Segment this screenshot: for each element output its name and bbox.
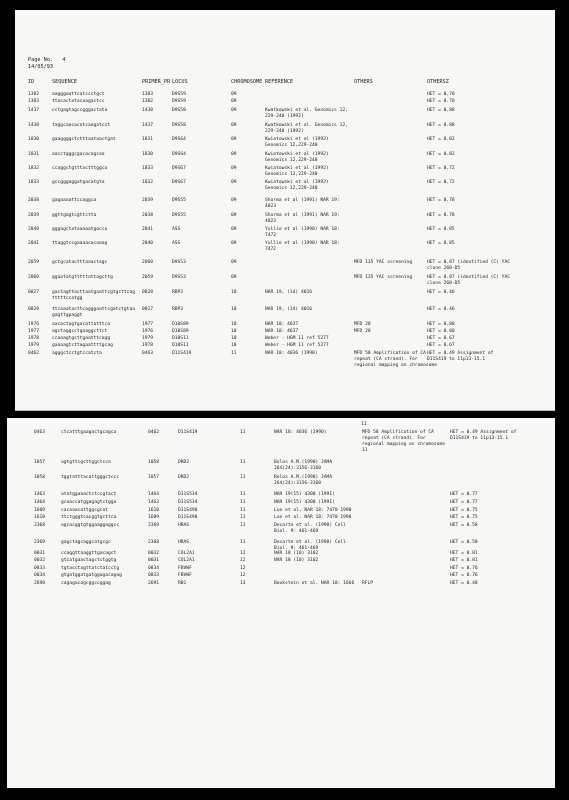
cell-others: MFD 135 YAC screening: [354, 260, 413, 265]
cell-primer: 0463: [142, 351, 154, 356]
cell-id: 1830: [28, 137, 40, 142]
cell-chromosome: 12: [240, 566, 246, 571]
cell-chromosome: 11: [240, 500, 246, 505]
cell-id: 2041: [28, 241, 40, 246]
cell-othersz: HET = 0.88: [427, 108, 455, 113]
cell-locus: FBVWF: [178, 573, 192, 578]
cell-id: 2038: [28, 198, 40, 203]
cell-chromosome: 10: [231, 343, 237, 348]
cell-sequence: aacactagtgacattatttca: [52, 322, 111, 327]
cell-locus: D10S89: [172, 322, 189, 327]
col-header-id: ID: [28, 79, 35, 85]
page-label: Page No.: [28, 57, 53, 63]
col-header-chromosome: CHROMOSOME: [231, 79, 263, 85]
cell-sequence: gagctagcaggcatgcgc: [61, 540, 111, 545]
cell-id: 1609: [34, 508, 46, 513]
cell-sequence: gtcatgaactagctctggtg: [61, 558, 117, 563]
cell-reference: Yullie et al (1990) NAR 18: 7472: [265, 241, 340, 252]
cell-id: 1382: [28, 92, 40, 97]
cell-primer: 1610: [148, 508, 160, 513]
cell-reference: NAR 18 (10) 3102: [274, 551, 319, 556]
cell-id: 1057: [34, 460, 46, 465]
cell-reference: Bookstein et al. NAR 18: 1666: [274, 581, 355, 586]
cell-sequence: ctcatttgaagactgcagca: [61, 430, 117, 435]
cell-chromosome: 09: [231, 108, 237, 113]
cell-othersz: HET = 0.46: [427, 290, 455, 295]
cell-reference: NAR 18: 4637: [265, 322, 299, 327]
cell-locus: D11S534: [178, 492, 198, 497]
cell-locus: COL2A1: [178, 551, 195, 556]
cell-reference: NAR 18 (10) 3102: [274, 558, 319, 563]
cell-id: 1979: [28, 343, 40, 348]
page-number: 4: [62, 57, 66, 63]
cell-reference: Decarte et al. (1990) Cell Biol. 9: 461-469: [274, 523, 346, 534]
cell-primer: 2060: [142, 260, 154, 265]
cell-id: 2059: [28, 260, 40, 265]
cell-chromosome: 11: [240, 508, 246, 513]
cell-othersz: HET = 0.78: [427, 198, 455, 203]
cell-locus: D9S53: [172, 260, 186, 265]
cell-sequence: ttctgggtcacggtgcttca: [61, 515, 117, 520]
cell-others: RFLP: [362, 581, 374, 586]
cell-chromosome: 12: [240, 558, 246, 563]
cell-id: 0462: [28, 351, 40, 356]
cell-sequence: agggctcctgtccatcta: [52, 351, 102, 356]
cell-primer: 2038: [142, 213, 154, 218]
cell-chromosome: 10: [231, 329, 237, 334]
cell-chromosome: 09: [231, 92, 237, 97]
cell-id: 1438: [28, 123, 40, 128]
cell-locus: D9S55: [172, 198, 186, 203]
cell-othersz: HET = 0.49 Assignment of D11S419 to 11p13-15.1: [427, 351, 494, 362]
cell-sequence: gaaaagtcttagaattttgcag: [52, 343, 113, 348]
cell-locus: D9S59: [172, 92, 186, 97]
cell-id: 0032: [34, 558, 46, 563]
cell-primer: 1057: [148, 475, 160, 480]
cell-primer: 1830: [142, 152, 154, 157]
cell-id: 2060: [28, 275, 40, 280]
cell-reference: NAR 19, (14) 4016: [265, 307, 313, 312]
cell-locus: RBP3: [172, 307, 184, 312]
cell-othersz: HET = 0.82: [427, 137, 455, 142]
cell-sequence: ccaggttaaggttgacagct: [61, 551, 117, 556]
cell-primer: 1978: [142, 343, 154, 348]
cell-id: 1978: [28, 336, 40, 341]
printout-sheet-bottom: [7, 418, 555, 788]
cell-primer: 0032: [148, 551, 160, 556]
cell-id: 2039: [28, 213, 40, 218]
cell-others: MFD 58 Amplification of CA repeat (CA strand). For regional mapping on chromosome: [354, 351, 437, 368]
cell-primer: 1437: [142, 123, 154, 128]
cell-primer: 0827: [142, 307, 154, 312]
cell-id: 1437: [28, 108, 40, 113]
cell-id: 1833: [28, 180, 40, 185]
col-header-primer: PRIMER_PR: [142, 79, 171, 85]
cell-reference: Kwiatowski et al (1992) Genomics 12,229-240: [265, 137, 329, 148]
cell-reference: Kwatkowski et al. Genomics 12, 229-240 (1992): [265, 108, 348, 119]
cell-chromosome: 09: [231, 198, 237, 203]
cell-othersz: HET = 0.87 (identified (C) YAC clone 268-D5: [427, 275, 510, 286]
cell-locus: ASS: [172, 241, 181, 246]
cell-sequence: tggtatttacattgggctccc: [61, 475, 120, 480]
col-header-sequence: SEQUENCE: [52, 79, 77, 85]
cell-reference: Yullie et al (1990) NAR 18: 7472: [265, 227, 340, 238]
cell-sequence: ttcaaatacttcagggaattcgatctgtaa gagttgpaggt: [52, 307, 135, 318]
cell-primer: 1831: [142, 137, 154, 142]
cell-primer: 2040: [142, 241, 154, 246]
cell-sequence: ggaatatgtttttattagcttg: [52, 275, 113, 280]
cell-othersz: HET = 0.80: [427, 329, 455, 334]
cell-othersz: HET = 0.85: [427, 227, 455, 232]
cell-reference: NAR 18: 4637: [265, 329, 299, 334]
cell-othersz: HET = 0.72: [427, 180, 455, 185]
cell-locus: FBVWF: [178, 566, 192, 571]
cell-sequence: tgtacctagttatctatcctg: [61, 566, 120, 571]
cell-id: 2040: [28, 227, 40, 232]
cell-sequence: gccgggaggatgacatgta: [52, 180, 105, 185]
cell-reference: NAR 19(15) 4308 (1991): [274, 492, 335, 497]
cell-locus: RBP3: [172, 290, 184, 295]
cell-locus: D9S53: [172, 275, 186, 280]
cell-locus: DRD2: [178, 475, 190, 480]
cell-locus: D10S11: [172, 336, 189, 341]
cell-primer: 2039: [142, 198, 154, 203]
cell-id: 0833: [34, 566, 46, 571]
cell-primer: 1463: [148, 500, 160, 505]
cell-reference: Kwiatowski et al (1992) Genomics 12,229-240: [265, 152, 329, 163]
cell-sequence: cctgagtagccgggactata: [52, 108, 108, 113]
cell-primer: 0031: [148, 558, 160, 563]
cell-reference: Kwiatowski et al (1992) Genomics 12,229-240: [265, 166, 329, 177]
cell-othersz: HET = 0.88: [427, 123, 455, 128]
cell-othersz: HET = 0.46: [427, 307, 455, 312]
cell-sequence: ccaggctgtttactttggca: [52, 166, 108, 171]
cell-othersz: HET = 0.78: [427, 213, 455, 218]
cell-reference: Sharma et al (1991) NAR 19: 4023: [265, 198, 340, 209]
cell-sequence: cacaaacattggcgcat: [61, 508, 109, 513]
cell-othersz: HET = 0.76: [450, 573, 478, 578]
cell-primer: 1383: [142, 92, 154, 97]
cell-sequence: agcacggtgtggaaggaggcc: [61, 523, 120, 528]
cell-reference: Weber - HGM 11 ref 5277: [265, 343, 329, 348]
cell-sequence: gcaaccatggagagtctgga: [61, 500, 117, 505]
cell-chromosome: 11: [240, 492, 246, 497]
cell-othersz: HET = 0.77: [450, 500, 478, 505]
cell-othersz: HET = 0.81: [450, 558, 478, 563]
cell-locus: D9S67: [172, 166, 186, 171]
cell-reference: NAR 18: 4036 (1990): [274, 430, 327, 435]
cell-chromosome: 09: [231, 123, 237, 128]
col-header-others: OTHERS: [354, 79, 373, 85]
cell-primer: 2041: [142, 227, 154, 232]
cell-locus: D9S64: [172, 152, 186, 157]
cell-othersz: HET = 0.75: [450, 515, 478, 520]
cell-id: 1831: [28, 152, 40, 157]
cell-othersz: HET = 0.49 Assignment of D11S419 to 11p13-15.1: [450, 430, 517, 441]
cell-sequence: gggagctataaaaatgacca: [52, 227, 108, 232]
cell-reference: Kwatkowski et al. Genomics 12, 229-240 (1992): [265, 123, 348, 134]
cell-chromosome: 10: [231, 307, 237, 312]
cell-locus: D9S64: [172, 137, 186, 142]
cell-chromosome: 11: [231, 351, 237, 356]
cell-id: 1977: [28, 329, 40, 334]
cell-primer: 1464: [148, 492, 160, 497]
cell-chromosome: 09: [231, 166, 237, 171]
cell-id: 0834: [34, 573, 46, 578]
cell-othersz: HET = 0.81: [450, 551, 478, 556]
print-date: 14/05/93: [28, 64, 53, 70]
cell-reference: NAR 19(15) 4308 (1991): [274, 500, 335, 505]
cell-chromosome: 09: [231, 137, 237, 142]
cell-id: 1463: [34, 492, 46, 497]
cell-others: MFD 28: [354, 322, 371, 327]
printout-sheet-top: [15, 10, 555, 411]
cell-chromosome: 11: [240, 523, 246, 528]
cell-others: MFD 58 Amplification of CA repeat (CA strand). For regional mapping on chromosome 11: [362, 430, 445, 453]
cell-id: 2368: [34, 523, 46, 528]
cell-sequence: gaaggggctctttaataactgat: [52, 137, 116, 142]
cell-primer: 0833: [148, 573, 160, 578]
cell-primer: 1058: [148, 460, 160, 465]
cell-chromosome: 13: [240, 581, 246, 586]
cell-id: 1832: [28, 166, 40, 171]
cell-sequence: atatggaaactctccgtact: [61, 492, 117, 497]
cell-reference: NAR 19, (14) 4016: [265, 290, 313, 295]
cell-others: MFD 135 YAC screening: [354, 275, 413, 280]
cell-primer: 1833: [142, 166, 154, 171]
cell-locus: D9S58: [172, 108, 186, 113]
cell-locus: D10S89: [172, 329, 189, 334]
cell-locus: D9S59: [172, 99, 186, 104]
cell-othersz: HET = 0.75: [450, 508, 478, 513]
cell-sequence: ttacactatacaagactcc: [52, 99, 105, 104]
cell-sequence: ggttgagtcgttctta: [52, 213, 97, 218]
cell-id: 0828: [28, 307, 40, 312]
cell-chromosome: 09: [231, 152, 237, 157]
cell-othersz: HET = 0.58: [450, 523, 478, 528]
cell-sequence: gactagttacttaatgaattcgtgcttcag tttttccatgg: [52, 290, 135, 301]
cell-locus: DRD2: [178, 460, 190, 465]
cell-locus: D10S11: [172, 343, 189, 348]
cell-sequence: ttaggtccgaaaacacaaag: [52, 241, 108, 246]
cell-reference: Luo et al. NAR 18: 7470 1990: [274, 508, 352, 513]
cell-othersz: HET = 0.87 (identified (C) YAC clone 268-D5: [427, 260, 510, 271]
cell-chromosome: 09: [231, 275, 237, 280]
col-header-locus: LOCUS: [172, 79, 188, 85]
cell-locus: HRAS: [178, 540, 190, 545]
cell-primer: 0834: [148, 566, 160, 571]
cell-id: 0031: [34, 551, 46, 556]
cell-chromosome: 12: [240, 551, 246, 556]
cell-locus: D11S534: [178, 500, 198, 505]
cell-locus: RB1: [178, 581, 187, 586]
cell-chromosome: 11: [240, 460, 246, 465]
cell-othersz: HET = 0.70: [427, 99, 455, 104]
col-header-othersz: OTHERSZ: [427, 79, 449, 85]
cell-primer: 1382: [142, 99, 154, 104]
cell-reference: Sharma et al (1991) NAR 19: 4023: [265, 213, 340, 224]
cell-othersz: HET = 0.82: [427, 152, 455, 157]
cell-sequence: agctaggcctgaaggcttct: [52, 329, 108, 334]
cell-othersz: HET = 0.76: [450, 566, 478, 571]
cell-primer: 1977: [142, 322, 154, 327]
cell-othersz: HET = 0.77: [450, 492, 478, 497]
cell-othersz: HET = 0.67: [427, 343, 455, 348]
cell-reference: Luo et al. NAR 18: 7470 1990: [274, 515, 352, 520]
cell-id: 0827: [28, 290, 40, 295]
cell-sequence: gagaaaattccaggca: [52, 198, 97, 203]
cell-locus: HRAS: [178, 523, 190, 528]
cell-locus: D9S58: [172, 123, 186, 128]
cell-primer: 1976: [142, 329, 154, 334]
cell-reference: Kwiatowski et al (1992) Genomics 12,229-240: [265, 180, 329, 191]
cell-chromosome: 10: [231, 290, 237, 295]
cell-sequence: aagggaattcatccctgct: [52, 92, 105, 97]
cell-chromosome: 09: [231, 180, 237, 185]
cell-chromosome: 09: [231, 99, 237, 104]
cell-chromosome: 09: [231, 213, 237, 218]
cell-chromosome: 11: [240, 475, 246, 480]
cell-locus: D9S67: [172, 180, 186, 185]
cell-chromosome: 11: [240, 430, 246, 435]
cell-primer: 1832: [142, 180, 154, 185]
cell-othersz: HET = 0.72: [427, 166, 455, 171]
cell-primer: 2368: [148, 540, 160, 545]
cell-chromosome: 11: [240, 515, 246, 520]
cell-id: 2690: [34, 581, 46, 586]
cell-id: 1058: [34, 475, 46, 480]
cell-reference: Bolos A.M.(1990) JAMA 264(24):3156-3160: [274, 460, 333, 471]
cell-others: MFD 28: [354, 329, 371, 334]
cell-locus: D11S419: [172, 351, 192, 356]
cell-id: 1976: [28, 322, 40, 327]
cell-id: 1383: [28, 99, 40, 104]
cell-locus: D11S490: [178, 508, 198, 513]
cell-locus: D9S55: [172, 213, 186, 218]
cell-locus: D11S419: [178, 430, 198, 435]
cell-sequence: agtgttcgcttggctcca: [61, 460, 111, 465]
cell-sequence: ccaaagtgcttgaatttcagg: [52, 336, 111, 341]
cell-chromosome: 09: [231, 227, 237, 232]
cell-primer: 2691: [148, 581, 160, 586]
page-number-line: [28, 57, 66, 63]
cell-reference: Weber - HGM 11 ref 5277: [265, 336, 329, 341]
cell-primer: 1438: [142, 108, 154, 113]
cell-othersz: HET = 0.58: [450, 540, 478, 545]
cell-reference: Decarte et al. (1990) Cell Biol. 9: 461-469: [274, 540, 346, 551]
cell-chromosome: 09: [231, 241, 237, 246]
cell-othersz: HET = 0.80: [427, 322, 455, 327]
cell-chromosome: 11: [240, 540, 246, 545]
cell-primer: 2369: [148, 523, 160, 528]
cell-sequence: gctgcatactttaaactagc: [52, 260, 108, 265]
cell-chromosome: 10: [231, 322, 237, 327]
cell-othersz: HET = 0.70: [427, 92, 455, 97]
cell-othersz: HET = 0.67: [427, 336, 455, 341]
cell-locus: ASS: [172, 227, 181, 232]
cell-primer: 1979: [142, 336, 154, 341]
cell-id: 0463: [34, 430, 46, 435]
cell-id: 1464: [34, 500, 46, 505]
cell-chromosome: 09: [231, 260, 237, 265]
cell-othersz: HET = 0.85: [427, 241, 455, 246]
cell-primer: 0462: [148, 430, 160, 435]
cell-locus: COL2A1: [178, 558, 195, 563]
cell-sequence: aacctgggcgacacagcaa: [52, 152, 105, 157]
cell-chromosome: 10: [231, 336, 237, 341]
cell-sequence: gtgatggatgatggagacagag: [61, 573, 122, 578]
cell-locus: D11S490: [178, 515, 198, 520]
cell-primer: 1609: [148, 515, 160, 520]
continued-chromosome-text: 11: [361, 422, 367, 427]
cell-reference: NAR 18: 4036 (1990): [265, 351, 318, 356]
cell-primer: 2059: [142, 275, 154, 280]
cell-id: 2369: [34, 540, 46, 545]
cell-sequence: taggcaacacatcaagatcct: [52, 123, 111, 128]
cell-chromosome: 12: [240, 573, 246, 578]
cell-othersz: HET = 0.48: [450, 581, 478, 586]
col-header-reference: REFERENCE: [265, 79, 294, 85]
cell-sequence: cagagacagcggccggag: [61, 581, 111, 586]
cell-id: 1610: [34, 515, 46, 520]
cell-reference: Bolos A.M.(1990) JAMA 264(24):3156-3160: [274, 475, 333, 486]
cell-primer: 0828: [142, 290, 154, 295]
